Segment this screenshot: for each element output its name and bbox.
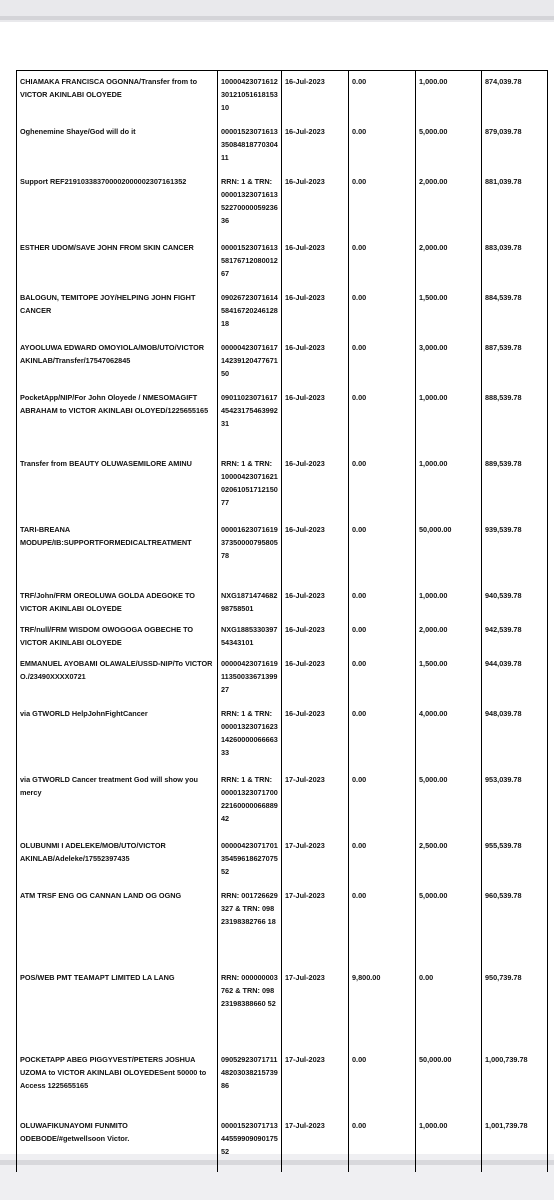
row-balance: 960,539.78 <box>482 884 548 966</box>
row-reference: RRN: 1 & TRN: 00001323071700 22160000066889 42 <box>218 768 282 834</box>
row-balance: 939,539.78 <box>482 518 548 584</box>
row-credit: 5,000.00 <box>416 884 482 966</box>
row-date: 17-Jul-2023 <box>282 966 349 1048</box>
row-balance: 948,039.78 <box>482 702 548 768</box>
row-balance: 1,000,739.78 <box>482 1048 548 1114</box>
row-balance: 942,539.78 <box>482 618 548 652</box>
row-reference: 10000423071612 30121051618153 10 <box>218 70 282 120</box>
row-debit: 0.00 <box>349 584 416 618</box>
row-description: ESTHER UDOM/SAVE JOHN FROM SKIN CANCER <box>17 236 218 286</box>
row-reference: 09026723071614 58416720246128 18 <box>218 286 282 336</box>
table-row <box>17 702 548 768</box>
row-credit: 1,000.00 <box>416 452 482 518</box>
row-description: CHIAMAKA FRANCISCA OGONNA/Transfer from to VICTOR AKINLABI OLOYEDE <box>17 70 218 120</box>
table-row <box>17 834 548 884</box>
row-description: via GTWORLD HelpJohnFightCancer <box>17 702 218 768</box>
row-date: 16-Jul-2023 <box>282 386 349 452</box>
table-row <box>17 768 548 834</box>
row-balance: 879,039.78 <box>482 120 548 170</box>
table-row <box>17 336 548 386</box>
row-credit: 50,000.00 <box>416 518 482 584</box>
row-debit: 0.00 <box>349 834 416 884</box>
row-date: 16-Jul-2023 <box>282 584 349 618</box>
row-description: TRF/John/FRM OREOLUWA GOLDA ADEGOKE TO VICTOR AKINLABI OLOYEDE <box>17 584 218 618</box>
row-balance: 883,039.78 <box>482 236 548 286</box>
row-reference: 00001523071613 58176712080012 67 <box>218 236 282 286</box>
table-row <box>17 120 548 170</box>
row-balance: 889,539.78 <box>482 452 548 518</box>
row-reference: 09011023071617 45423175463992 31 <box>218 386 282 452</box>
row-debit: 0.00 <box>349 884 416 966</box>
row-credit: 2,000.00 <box>416 236 482 286</box>
row-date: 16-Jul-2023 <box>282 70 349 120</box>
row-date: 16-Jul-2023 <box>282 702 349 768</box>
row-balance: 874,039.78 <box>482 70 548 120</box>
row-debit: 0.00 <box>349 236 416 286</box>
row-reference: 00001523071613 35084818770304 11 <box>218 120 282 170</box>
row-description: TRF/null/FRM WISDOM OWOGOGA OGBECHE TO VICTOR AKINLABI OLOYEDE <box>17 618 218 652</box>
row-debit: 0.00 <box>349 452 416 518</box>
row-reference: 09052923071711 48203038215739 86 <box>218 1048 282 1114</box>
row-balance: 887,539.78 <box>482 336 548 386</box>
row-date: 16-Jul-2023 <box>282 518 349 584</box>
row-credit: 1,000.00 <box>416 1114 482 1172</box>
row-balance: 955,539.78 <box>482 834 548 884</box>
row-description: Support REF219103383700002000002307161352 <box>17 170 218 236</box>
table-row <box>17 70 548 120</box>
row-credit: 4,000.00 <box>416 702 482 768</box>
row-debit: 0.00 <box>349 386 416 452</box>
row-debit: 0.00 <box>349 518 416 584</box>
row-date: 16-Jul-2023 <box>282 452 349 518</box>
table-row <box>17 452 548 518</box>
row-date: 16-Jul-2023 <box>282 336 349 386</box>
row-balance: 944,039.78 <box>482 652 548 702</box>
row-description: Transfer from BEAUTY OLUWASEMILORE AMINU <box>17 452 218 518</box>
row-description: POCKETAPP ABEG PIGGYVEST/PETERS JOSHUA UZOMA to VICTOR AKINLABI OLOYEDESent 50000 to Access 1225655165 <box>17 1048 218 1114</box>
row-description: via GTWORLD Cancer treatment God will show you mercy <box>17 768 218 834</box>
row-debit: 0.00 <box>349 702 416 768</box>
table-row <box>17 518 548 584</box>
table-row <box>17 1048 548 1114</box>
row-date: 16-Jul-2023 <box>282 236 349 286</box>
row-credit: 1,500.00 <box>416 652 482 702</box>
row-reference: RRN: 1 & TRN: 000013230716135227000005923636 <box>218 170 282 236</box>
row-description: TARI-BREANA MODUPE/IB:SUPPORTFORMEDICALTREATMENT <box>17 518 218 584</box>
row-description: PocketApp/NIP/For John Oloyede / NMESOMAGIFT ABRAHAM to VICTOR AKINLABI OLOYED/1225655165 <box>17 386 218 452</box>
row-debit: 0.00 <box>349 618 416 652</box>
row-debit: 0.00 <box>349 70 416 120</box>
row-date: 17-Jul-2023 <box>282 834 349 884</box>
row-description: EMMANUEL AYOBAMI OLAWALE/USSD-NIP/To VICTOR O./23490XXXX0721 <box>17 652 218 702</box>
row-credit: 1,000.00 <box>416 584 482 618</box>
table-row <box>17 584 548 618</box>
table-row <box>17 652 548 702</box>
row-debit: 0.00 <box>349 1114 416 1172</box>
row-reference: 00000423071617 14239120477671 50 <box>218 336 282 386</box>
row-description: Oghenemine Shaye/God will do it <box>17 120 218 170</box>
row-balance: 953,039.78 <box>482 768 548 834</box>
row-balance: 888,539.78 <box>482 386 548 452</box>
row-date: 16-Jul-2023 <box>282 286 349 336</box>
row-reference: RRN: 000000003762 & TRN: 09823198388660 52 <box>218 966 282 1048</box>
row-reference: 00000423071619 11350033671399 27 <box>218 652 282 702</box>
row-debit: 0.00 <box>349 120 416 170</box>
row-date: 17-Jul-2023 <box>282 1048 349 1114</box>
row-reference: RRN: 001726629327 & TRN: 09823198382766 18 <box>218 884 282 966</box>
row-debit: 0.00 <box>349 768 416 834</box>
row-date: 16-Jul-2023 <box>282 618 349 652</box>
row-description: ATM TRSF ENG OG CANNAN LAND OG OGNG <box>17 884 218 966</box>
table-row <box>17 966 548 1048</box>
row-reference: 00000423071701 35459618627075 52 <box>218 834 282 884</box>
row-balance: 950,739.78 <box>482 966 548 1048</box>
row-credit: 2,000.00 <box>416 618 482 652</box>
row-credit: 3,000.00 <box>416 336 482 386</box>
table-row <box>17 236 548 286</box>
table-row <box>17 618 548 652</box>
row-date: 17-Jul-2023 <box>282 768 349 834</box>
row-reference: NXG1871474682 98758501 <box>218 584 282 618</box>
row-reference: RRN: 1 & TRN: 10000423071621 02061051712150 77 <box>218 452 282 518</box>
row-credit: 1,000.00 <box>416 70 482 120</box>
row-debit: 0.00 <box>349 286 416 336</box>
row-credit: 1,000.00 <box>416 386 482 452</box>
row-date: 16-Jul-2023 <box>282 170 349 236</box>
row-credit: 0.00 <box>416 966 482 1048</box>
row-description: POS/WEB PMT TEAMAPT LIMITED LA LANG <box>17 966 218 1048</box>
transactions-table <box>16 70 548 1172</box>
row-debit: 0.00 <box>349 1048 416 1114</box>
table-row <box>17 386 548 452</box>
row-credit: 2,000.00 <box>416 170 482 236</box>
row-credit: 5,000.00 <box>416 768 482 834</box>
row-description: BALOGUN, TEMITOPE JOY/HELPING JOHN FIGHT CANCER <box>17 286 218 336</box>
table-row <box>17 1114 548 1172</box>
row-reference: 00001623071619 37350000795805 78 <box>218 518 282 584</box>
row-balance: 1,001,739.78 <box>482 1114 548 1172</box>
top-divider <box>0 16 554 20</box>
table-row <box>17 170 548 236</box>
table-row <box>17 884 548 966</box>
row-debit: 0.00 <box>349 336 416 386</box>
row-date: 17-Jul-2023 <box>282 1114 349 1172</box>
row-debit: 9,800.00 <box>349 966 416 1048</box>
row-date: 17-Jul-2023 <box>282 884 349 966</box>
row-credit: 5,000.00 <box>416 120 482 170</box>
row-date: 16-Jul-2023 <box>282 652 349 702</box>
row-debit: 0.00 <box>349 652 416 702</box>
row-date: 16-Jul-2023 <box>282 120 349 170</box>
row-reference: 00001523071713 44559909090175 52 <box>218 1114 282 1172</box>
row-description: OLUWAFIKUNAYOMI FUNMITO ODEBODE/#getwellsoon Victor. <box>17 1114 218 1172</box>
row-balance: 940,539.78 <box>482 584 548 618</box>
row-credit: 1,500.00 <box>416 286 482 336</box>
row-balance: 881,039.78 <box>482 170 548 236</box>
row-balance: 884,539.78 <box>482 286 548 336</box>
row-credit: 2,500.00 <box>416 834 482 884</box>
row-debit: 0.00 <box>349 170 416 236</box>
table-row <box>17 286 548 336</box>
row-reference: NXG1885330397 54343101 <box>218 618 282 652</box>
row-description: OLUBUNMI I ADELEKE/MOB/UTO/VICTOR AKINLAB/Adeleke/17552397435 <box>17 834 218 884</box>
row-reference: RRN: 1 & TRN: 00001323071623 14260000066663 33 <box>218 702 282 768</box>
row-description: AYOOLUWA EDWARD OMOYIOLA/MOB/UTO/VICTOR AKINLAB/Transfer/17547062845 <box>17 336 218 386</box>
table-top-rule <box>16 70 547 71</box>
row-credit: 50,000.00 <box>416 1048 482 1114</box>
